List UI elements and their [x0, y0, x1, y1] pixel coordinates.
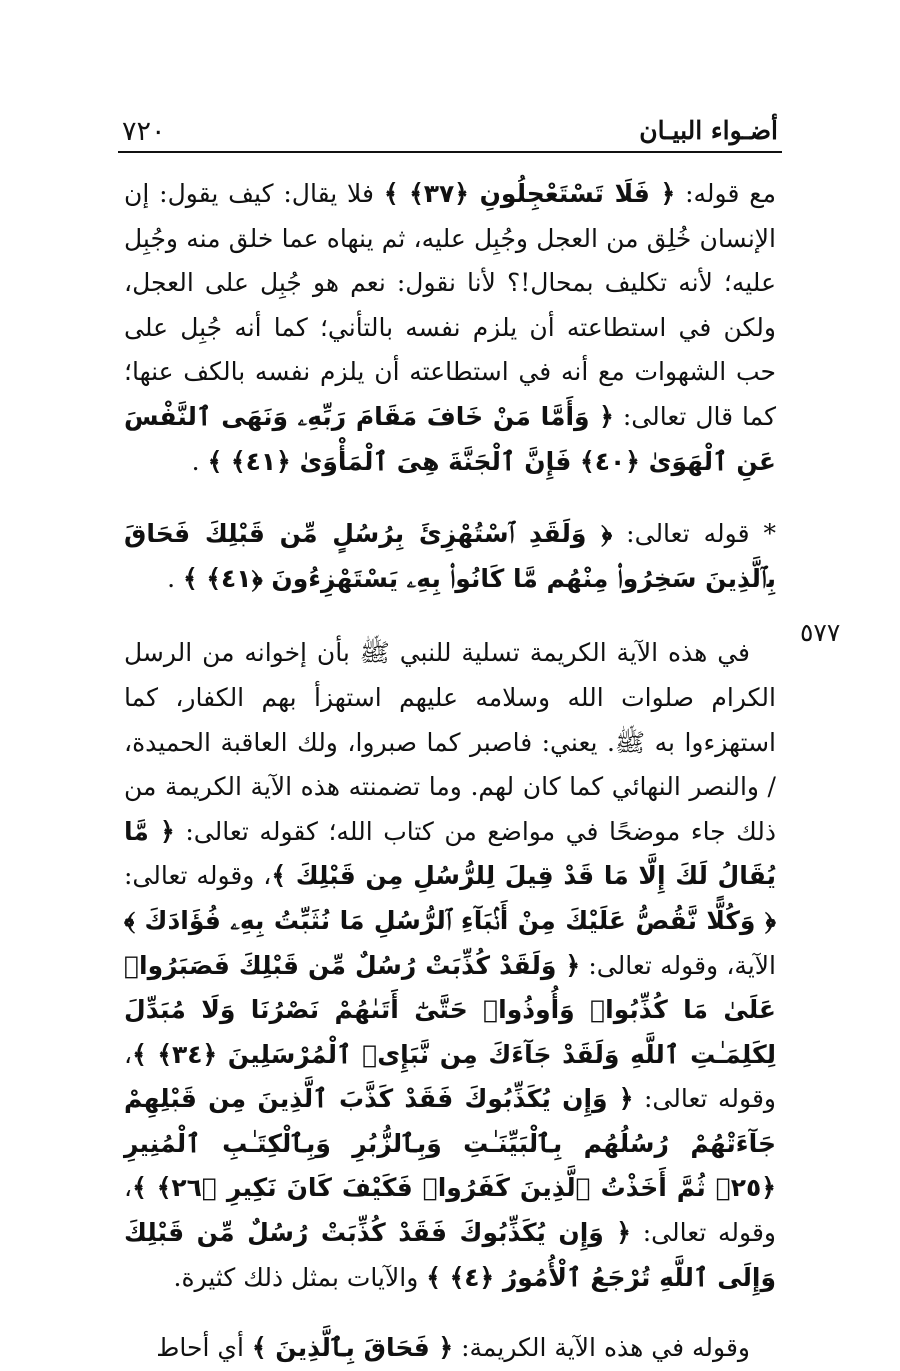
paragraph-text: ، وقوله تعالى: — [124, 1173, 776, 1248]
quran-quote: ﴿ وَإِن يُكَذِّبُوكَ فَقَدْ كَذَّبَ ٱلَّذِينَ مِن قَبْلِهِمْ جَآءَتْهُمْ رُسُلُهُم بِٱلْبَيِّنَـٰتِ وَبِٱلزُّبُرِ وَبِٱلْكِتَـٰبِ ٱلْمُنِيرِ ﴿٢٥﴾ ثُمَّ أَخَذْتُ ٱلَّذِينَ كَفَرُوا۟ فَكَيْفَ كَانَ نَكِيرِ ﴿٢٦﴾ ﴾ — [124, 1084, 776, 1203]
header-rule — [118, 151, 782, 153]
quran-quote: ﴿ وَلَقَدِ ٱسْتُهْزِئَ بِرُسُلٍ مِّن قَبْلِكَ فَحَاقَ بِٱلَّذِينَ سَخِرُوا۟ مِنْهُم مَّا كَانُوا۟ بِهِۦ يَسْتَهْزِءُونَ ﴿٤١﴾ ﴾ — [124, 519, 776, 593]
paragraph-text: فلا يقال: كيف يقول: إن الإنسان خُلِق من العجل وجُبِل عليه، ثم ينهاه عما خلق منه وجُبِل عليه؛ لأنه تكليف بمحال!؟ لأنا نقول: نعم هو جُبِل على العجل، ولكن في استطاعته أن يلزم نفسه بالتأني؛ كما أنه جُبِل على حب الشهوات مع أنه في استطاعته أن يلزم نفسه بالكف عنها؛ كما قال تعالى: — [124, 179, 777, 431]
paragraph-text: الآية، وقوله تعالى: — [580, 950, 776, 980]
paragraph-text: في هذه الآية الكريمة تسلية للنبي ﷺ بأن إخوانه من الرسل الكرام صلوات الله وسلامه عليهم استهزأ بهم الكفار، كما استهزءوا به ﷺ. يعني: فاصبر كما صبروا، ولك العاقبة الحميدة، / والنصر النهائي كما كان لهم. وما تضمنته هذه الآية الكريمة من ذلك جاء موضحًا في مواضع من كتاب الله؛ كقوله تعالى: — [124, 638, 777, 846]
page-body — [124, 172, 776, 1371]
paragraph — [124, 172, 776, 484]
paragraph — [124, 1326, 776, 1371]
margin-page-reference: ٥٧٧ — [800, 618, 841, 647]
paragraph-text: . — [167, 563, 184, 593]
paragraph-text: أي أحاط — [156, 1333, 252, 1363]
paragraph-text: . — [191, 446, 208, 476]
paragraph-text: * قوله تعالى: — [612, 519, 776, 549]
paragraph-text: ، وقوله تعالى: — [124, 861, 272, 891]
page-header — [122, 112, 778, 152]
quran-quote: ﴿ وَكُلًّا نَّقُصُّ عَلَيْكَ مِنْ أَنۢبَآءِ ٱلرُّسُلِ مَا نُثَبِّتُ بِهِۦ فُؤَادَكَ ﴾ — [124, 905, 776, 935]
quran-quote: ﴿ فَحَاقَ بِٱلَّذِينَ ﴾ — [251, 1333, 454, 1363]
paragraph-text: والآيات بمثل ذلك كثيرة. — [173, 1262, 427, 1292]
book-title: أضـواء البيـان — [639, 116, 778, 145]
quran-quote: ﴿ وَإِن يُكَذِّبُوكَ فَقَدْ كُذِّبَتْ رُسُلٌ مِّن قَبْلِكَ وَإِلَى ٱللَّهِ تُرْجَعُ ٱلْأُمُورُ ﴿٤﴾ ﴾ — [124, 1218, 776, 1292]
quran-quote: ﴿ مَّا يُقَالُ لَكَ إِلَّا مَا قَدْ قِيلَ لِلرُّسُلِ مِن قَبْلِكَ ﴾ — [124, 816, 777, 891]
quran-quote: ﴿ وَلَقَدْ كُذِّبَتْ رُسُلٌ مِّن قَبْلِكَ فَصَبَرُوا۟ عَلَىٰ مَا كُذِّبُوا۟ وَأُوذُوا۟ حَتَّىٰٓ أَتَىٰهُمْ نَصْرُنَا وَلَا مُبَدِّلَ لِكَلِمَـٰتِ ٱللَّهِ وَلَقَدْ جَآءَكَ مِن نَّبَإِى۟ ٱلْمُرْسَلِينَ ﴿٣٤﴾ ﴾ — [124, 950, 776, 1069]
paragraph-text: وقوله في هذه الآية الكريمة: — [453, 1333, 750, 1363]
paragraph — [124, 631, 776, 1300]
page-number: ٧٢٠ — [122, 116, 166, 147]
paragraph — [124, 512, 776, 601]
quran-quote: ﴿ فَلَا تَسْتَعْجِلُونِ ﴿٣٧﴾ ﴾ — [383, 179, 676, 208]
paragraph-text: مع قوله: — [675, 179, 776, 208]
paragraph-text: ، وقوله تعالى: — [124, 1039, 776, 1114]
quran-quote: ﴿ وَأَمَّا مَنْ خَافَ مَقَامَ رَبِّهِۦ وَنَهَى ٱلنَّفْسَ عَنِ ٱلْهَوَىٰ ﴿٤٠﴾ فَإِنَّ ٱلْجَنَّةَ هِىَ ٱلْمَأْوَىٰ ﴿٤١﴾ ﴾ — [124, 401, 776, 476]
